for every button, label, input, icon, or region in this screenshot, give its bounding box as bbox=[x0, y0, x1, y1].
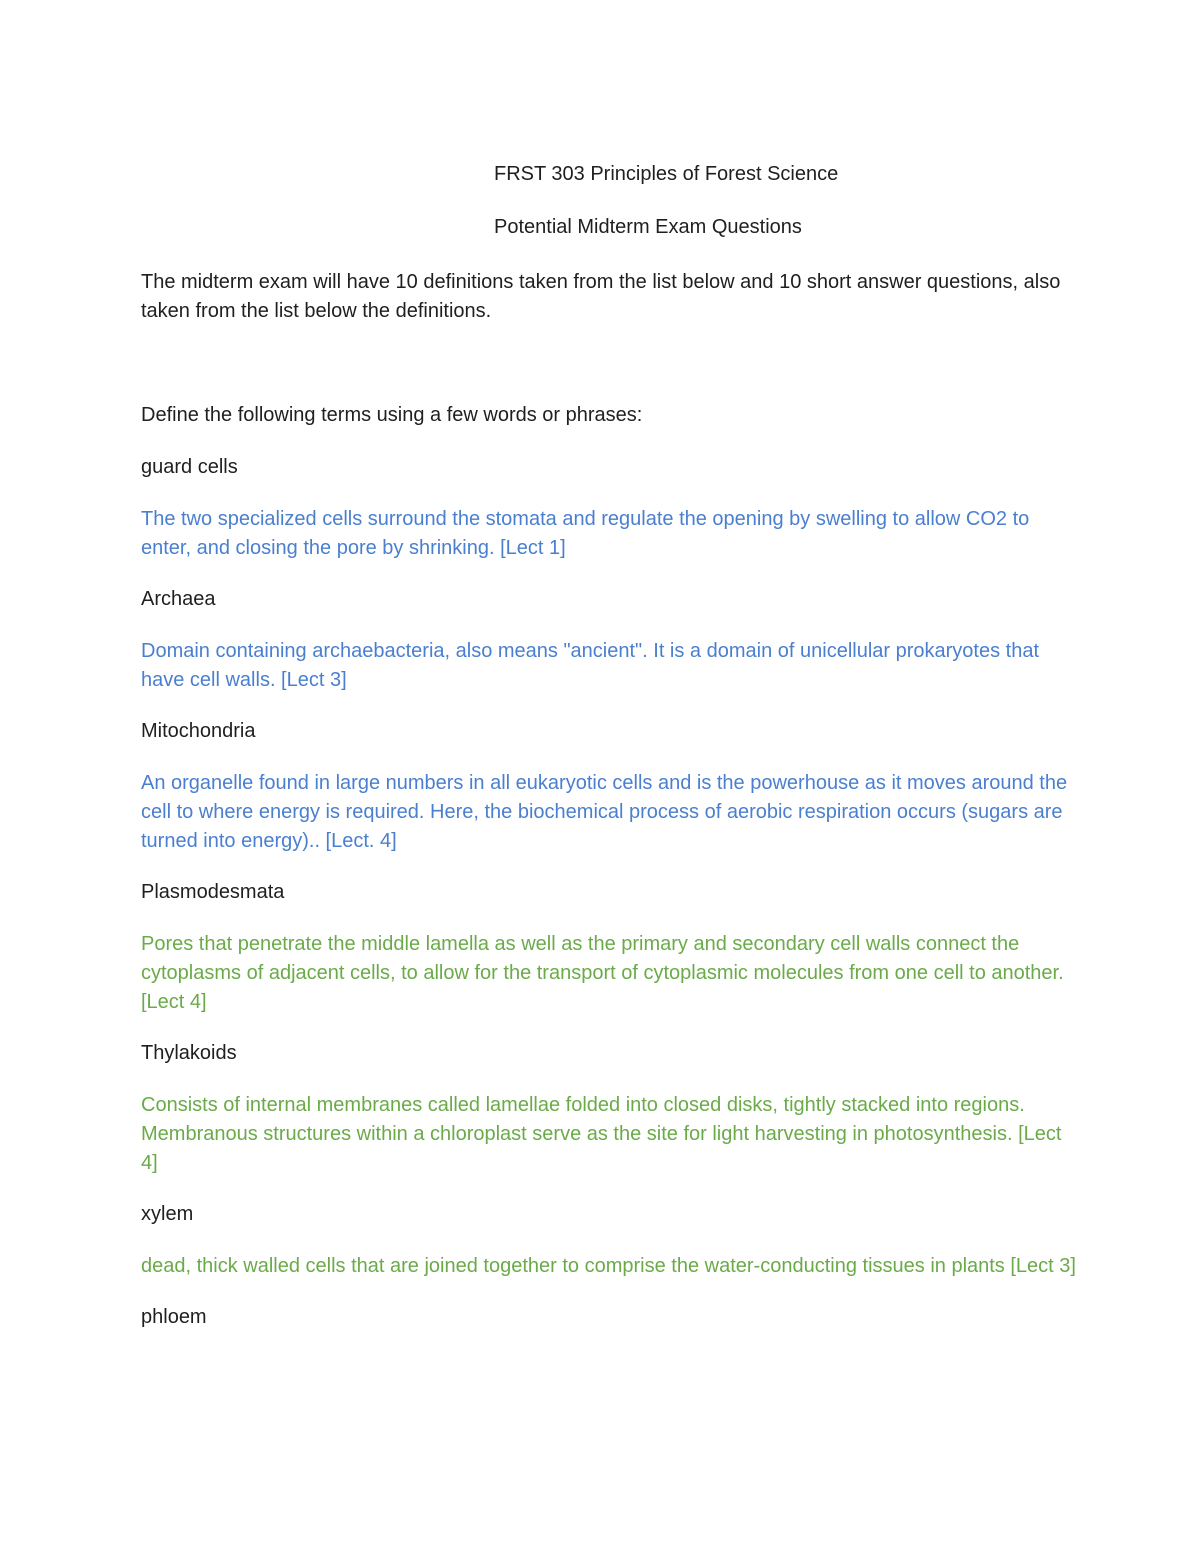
definition-mitochondria: An organelle found in large numbers in all eukaryotic cells and is the powerhouse as it moves around the cell to where energy is required. Here, the biochemical process of aerobic respiration occurs (sugars are turned into energy).. [Lect. 4] bbox=[141, 772, 1068, 852]
definition-guard-cells: The two specialized cells surround the stomata and regulate the opening by swelling to allow CO2 to enter, and closing the pore by shrinking. [Lect 1] bbox=[141, 508, 1030, 559]
term-guard-cells: guard cells bbox=[141, 456, 238, 478]
definition-plasmodesmata: Pores that penetrate the middle lamella as well as the primary and secondary cell walls connect the cytoplasms of adjacent cells, to allow for the transport of cytoplasmic molecules from one cell to another. [Lect 4] bbox=[141, 933, 1064, 1013]
definition-xylem: dead, thick walled cells that are joined together to comprise the water-conducting tissues in plants [Lect 3] bbox=[141, 1255, 1076, 1277]
definitions-prompt: Define the following terms using a few words or phrases: bbox=[141, 404, 643, 426]
definitions-section bbox=[141, 401, 1081, 1355]
definition-thylakoids: Consists of internal membranes called lamellae folded into closed disks, tightly stacked into regions. Membranous structures within a chloroplast serve as the site for light harvesting in photosynthesis. [Lect 4] bbox=[141, 1094, 1062, 1174]
document-subtitle: Potential Midterm Exam Questions bbox=[494, 216, 802, 238]
term-archaea: Archaea bbox=[141, 588, 216, 610]
term-plasmodesmata: Plasmodesmata bbox=[141, 881, 285, 903]
intro-paragraph: The midterm exam will have 10 definitions taken from the list below and 10 short answer questions, also taken from the list below the definitions. bbox=[141, 271, 1061, 322]
term-mitochondria: Mitochondria bbox=[141, 720, 256, 742]
term-thylakoids: Thylakoids bbox=[141, 1042, 237, 1064]
definition-archaea: Domain containing archaebacteria, also means "ancient". It is a domain of unicellular prokaryotes that have cell walls. [Lect 3] bbox=[141, 640, 1040, 691]
term-xylem: xylem bbox=[141, 1203, 194, 1225]
course-title: FRST 303 Principles of Forest Science bbox=[494, 163, 839, 185]
term-phloem: phloem bbox=[141, 1306, 207, 1328]
